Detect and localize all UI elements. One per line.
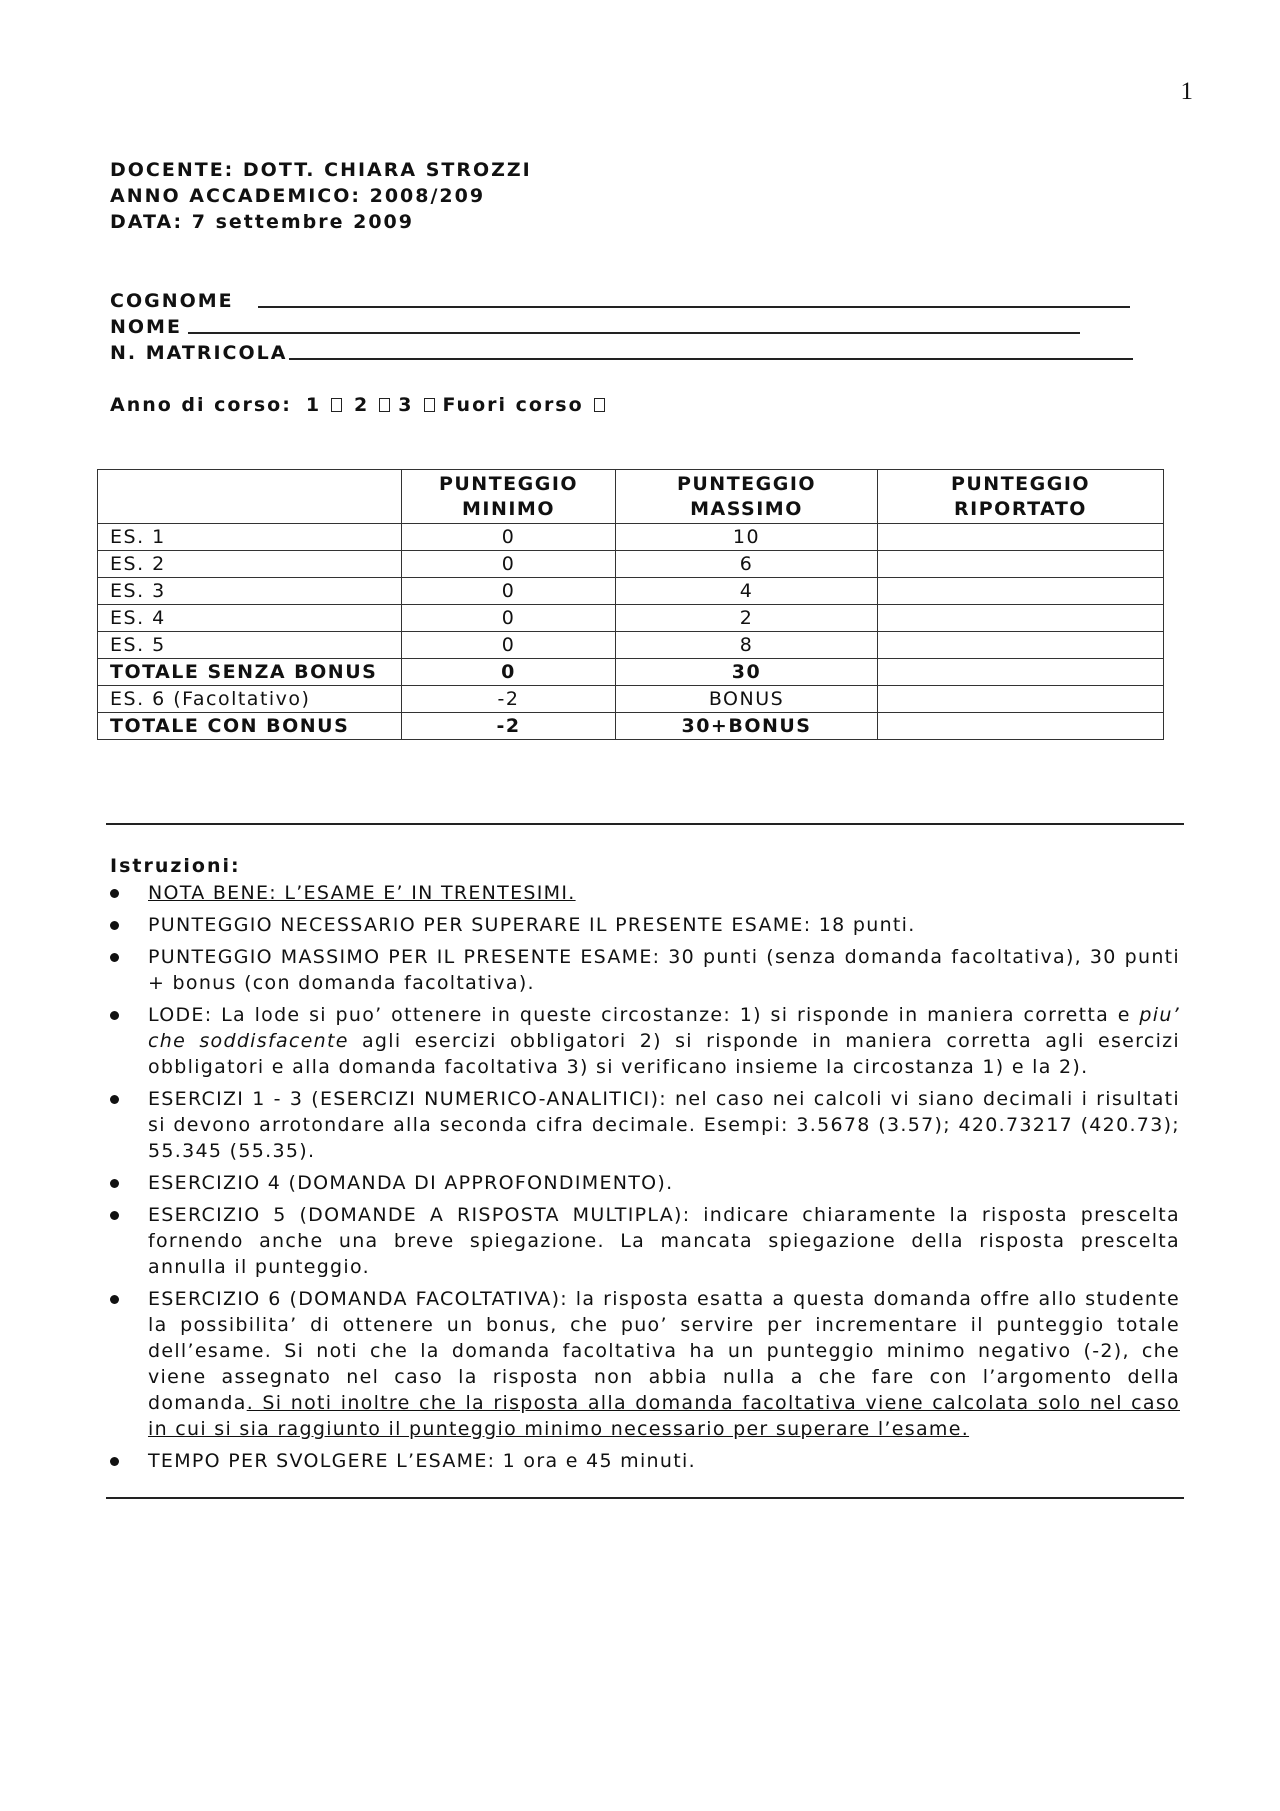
row-riportato[interactable] — [878, 686, 1164, 713]
course-year-option-fuori-label: Fuori corso — [442, 394, 584, 416]
header-punteggio-minimo: PUNTEGGIO MINIMO — [402, 470, 616, 524]
matricola-row — [110, 340, 1140, 366]
course-year-option-1-checkbox[interactable] — [331, 398, 342, 412]
tempo-text: TEMPO PER SVOLGERE L’ESAME: 1 ora e 45 minuti. — [148, 1450, 696, 1472]
row-label: ES. 4 — [98, 605, 402, 632]
anno-accademico-line: ANNO ACCADEMICO: 2008/209 — [110, 185, 486, 207]
header-punteggio-riportato: PUNTEGGIO RIPORTATO — [878, 470, 1164, 524]
course-year-label: Anno di corso: — [110, 394, 292, 416]
row-riportato[interactable] — [878, 578, 1164, 605]
row-label: TOTALE SENZA BONUS — [98, 659, 402, 686]
row-label: ES. 3 — [98, 578, 402, 605]
row-label: ES. 2 — [98, 551, 402, 578]
row-max: BONUS — [616, 686, 878, 713]
row-min: 0 — [402, 605, 616, 632]
esercizio-6-underlined-text: . Si noti inoltre che la risposta alla domanda facoltativa viene calcolata solo nel caso in cui si sia raggiunto il punteggio minimo necessario per superare l’esame. — [148, 1392, 1180, 1440]
row-riportato[interactable] — [878, 659, 1164, 686]
bullet-icon — [110, 1211, 119, 1220]
punteggio-massimo-text: PUNTEGGIO MASSIMO PER IL PRESENTE ESAME: 30 punti (senza domanda facoltativa), 30 punti + bonus (con domanda facoltativa). — [148, 946, 1180, 994]
row-min: 0 — [402, 578, 616, 605]
cognome-field[interactable] — [258, 306, 1130, 308]
lode-text-italic: piu’ che soddisfacente — [148, 1004, 1180, 1052]
divider-top — [106, 823, 1184, 825]
list-item — [110, 1002, 1180, 1080]
course-year-option-3-label: 3 — [398, 394, 414, 416]
bullet-icon — [110, 1179, 119, 1188]
table-row — [98, 605, 1164, 632]
row-min: 0 — [402, 632, 616, 659]
row-max: 30+BONUS — [616, 713, 878, 740]
row-max: 2 — [616, 605, 878, 632]
score-table — [97, 469, 1164, 740]
list-item — [110, 1202, 1180, 1280]
row-label: TOTALE CON BONUS — [98, 713, 402, 740]
bullet-icon — [110, 953, 119, 962]
bullet-icon — [110, 889, 119, 898]
row-label: ES. 5 — [98, 632, 402, 659]
nome-row — [110, 314, 1140, 340]
list-item — [110, 1170, 1180, 1196]
course-year-option-2-checkbox[interactable] — [379, 398, 390, 412]
table-row — [98, 551, 1164, 578]
score-table-header-row — [98, 470, 1164, 524]
row-riportato[interactable] — [878, 632, 1164, 659]
row-max: 6 — [616, 551, 878, 578]
esercizio-4-text: ESERCIZIO 4 (DOMANDA DI APPROFONDIMENTO). — [148, 1172, 674, 1194]
nome-field[interactable] — [188, 332, 1080, 334]
lode-text-a: LODE: La lode si puo’ ottenere in queste circostanze: 1) si risponde in maniera corretta e — [148, 1004, 1140, 1026]
row-min: -2 — [402, 713, 616, 740]
header-punteggio-massimo: PUNTEGGIO MASSIMO — [616, 470, 878, 524]
table-row — [98, 632, 1164, 659]
page-number: 1 — [1180, 78, 1193, 105]
table-row — [98, 578, 1164, 605]
row-riportato[interactable] — [878, 524, 1164, 551]
row-max: 8 — [616, 632, 878, 659]
nome-label: NOME — [110, 316, 182, 338]
punteggio-necessario-text: PUNTEGGIO NECESSARIO PER SUPERARE IL PRESENTE ESAME: 18 punti. — [148, 914, 916, 936]
esercizi-1-3-text: ESERCIZI 1 - 3 (ESERCIZI NUMERICO-ANALITICI): nel caso nei calcoli vi siano decimali i risultati si devono arrotondare alla seconda cifra decimale. Esempi: 3.5678 (3.57); 420.73217 (420.73); 55.345 (55.35). — [148, 1088, 1180, 1162]
row-riportato[interactable] — [878, 713, 1164, 740]
bullet-icon — [110, 1095, 119, 1104]
list-item — [110, 1448, 1180, 1474]
data-line: DATA: 7 settembre 2009 — [110, 211, 414, 233]
course-year-option-2-label: 2 — [354, 394, 370, 416]
divider-bottom — [106, 1497, 1184, 1499]
matricola-field[interactable] — [289, 358, 1133, 360]
table-row-totale-senza-bonus — [98, 659, 1164, 686]
row-max: 10 — [616, 524, 878, 551]
matricola-label: N. MATRICOLA — [110, 342, 288, 364]
instructions-list — [110, 880, 1180, 1480]
row-max: 4 — [616, 578, 878, 605]
list-item — [110, 880, 1180, 906]
instructions-title: Istruzioni: — [110, 855, 241, 877]
row-min: -2 — [402, 686, 616, 713]
row-min: 0 — [402, 551, 616, 578]
list-item — [110, 944, 1180, 996]
list-item — [110, 1286, 1180, 1442]
course-year — [110, 392, 613, 418]
lode-text-b: agli esercizi obbligatori 2) si risponde in maniera corretta agli esercizi obbligatori e alla domanda facoltativa 3) si verificano insieme la circostanza 1) e la 2). — [148, 1030, 1180, 1078]
row-min: 0 — [402, 524, 616, 551]
row-label: ES. 1 — [98, 524, 402, 551]
table-row — [98, 686, 1164, 713]
course-year-option-fuori-checkbox[interactable] — [594, 398, 605, 412]
cognome-label: COGNOME — [110, 290, 234, 312]
esercizio-5-text: ESERCIZIO 5 (DOMANDE A RISPOSTA MULTIPLA): indicare chiaramente la risposta prescelta fornendo anche una breve spiegazione. La mancata spiegazione della risposta prescelta annulla il punteggio. — [148, 1204, 1180, 1278]
list-item — [110, 1086, 1180, 1164]
row-min: 0 — [402, 659, 616, 686]
esercizio-6-text: ESERCIZIO 6 (DOMANDA FACOLTATIVA): la risposta esatta a questa domanda offre allo studente la possibilita’ di ottenere un bonus, che puo’ servire per incrementare il punteggio totale dell’esame. Si noti che la domanda facoltativa ha un punteggio minimo negativo (-2), che viene assegnato nel caso la risposta non abbia nulla a che fare con l’argomento della domanda — [148, 1288, 1180, 1414]
bullet-icon — [110, 1011, 119, 1020]
row-label: ES. 6 (Facoltativo) — [98, 686, 402, 713]
row-riportato[interactable] — [878, 551, 1164, 578]
header-blank — [98, 470, 402, 524]
docente-line: DOCENTE: DOTT. CHIARA STROZZI — [110, 159, 532, 181]
course-year-option-1-label: 1 — [305, 394, 322, 416]
row-max: 30 — [616, 659, 878, 686]
bullet-icon — [110, 1295, 119, 1304]
bullet-icon — [110, 1457, 119, 1466]
course-year-option-3-checkbox[interactable] — [424, 398, 435, 412]
bullet-icon — [110, 921, 119, 930]
table-row — [98, 524, 1164, 551]
row-riportato[interactable] — [878, 605, 1164, 632]
list-item — [110, 912, 1180, 938]
exam-header — [110, 157, 532, 235]
table-row-totale-con-bonus — [98, 713, 1164, 740]
student-fields — [110, 288, 1140, 366]
nota-bene-text: NOTA BENE: L’ESAME E’ IN TRENTESIMI. — [148, 882, 576, 904]
cognome-row — [110, 288, 1140, 314]
